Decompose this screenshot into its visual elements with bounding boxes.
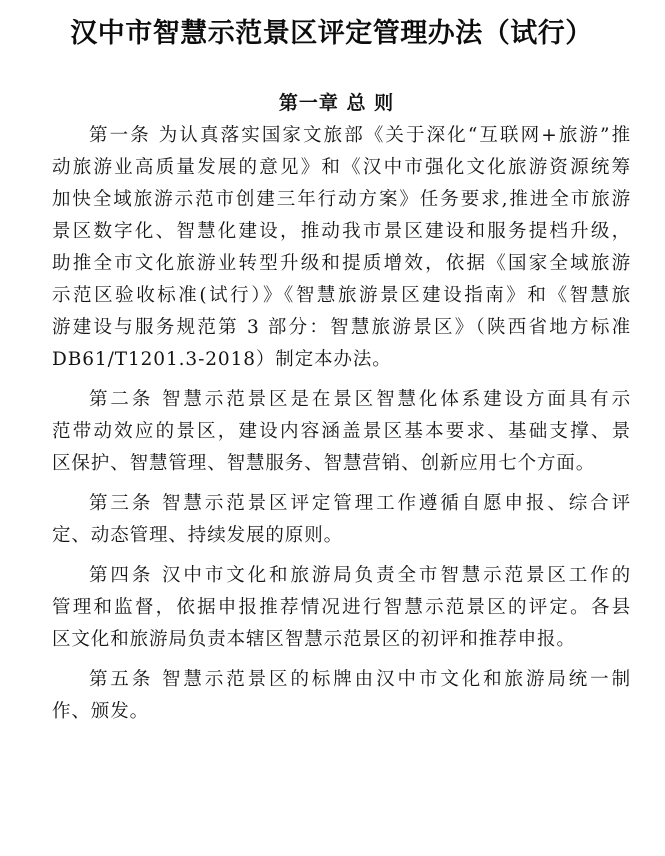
article-line: DB61/T1201.3-2018）制定本办法。 — [52, 349, 392, 370]
article-line: 区保护、智慧管理、智慧服务、智慧营销、创新应用七个方面。 — [52, 453, 596, 474]
article-line: 第二条 智慧示范景区是在景区智慧化体系建设方面具有示 — [89, 389, 631, 410]
article-line: 动旅游业高质量发展的意见》和《汉中市强化文化旅游资源统筹 — [52, 157, 631, 178]
article-2 — [52, 384, 631, 480]
chapter-title: 第一章 总 则 — [278, 92, 395, 114]
article-line: 第三条 智慧示范景区评定管理工作遵循自愿申报、综合评 — [89, 493, 631, 514]
article-line: 景区数字化、智慧化建设，推动我市景区建设和服务提档升级， — [52, 221, 631, 242]
article-line: 范带动效应的景区，建设内容涵盖景区基本要求、基础支撑、景 — [52, 421, 631, 442]
article-4 — [52, 560, 631, 656]
article-line: 加快全域旅游示范市创建三年行动方案》任务要求,推进全市旅游 — [52, 189, 631, 210]
article-line: 示范区验收标准(试行）》《智慧旅游景区建设指南》和《智慧旅 — [52, 285, 631, 306]
article-1 — [52, 120, 631, 376]
article-line: 第一条 为认真落实国家文旅部《关于深化“互联网+旅游”推 — [89, 125, 631, 146]
article-line: 助推全市文化旅游业转型升级和提质增效，依据《国家全域旅游 — [52, 253, 631, 274]
article-line: 定、动态管理、持续发展的原则。 — [52, 525, 344, 546]
article-line: 区文化和旅游局负责本辖区智慧示范景区的初评和推荐申报。 — [52, 629, 576, 650]
article-line: 第四条 汉中市文化和旅游局负责全市智慧示范景区工作的 — [89, 565, 631, 586]
article-3 — [52, 488, 631, 552]
article-line: 管理和监督，依据申报推荐情况进行智慧示范景区的评定。各县 — [52, 597, 631, 618]
article-5 — [52, 664, 631, 728]
article-line: 作、颁发。 — [52, 701, 150, 722]
article-line: 游建设与服务规范第 3 部分：智慧旅游景区》（陕西省地方标准 — [52, 317, 631, 338]
document-title: 汉中市智慧示范景区评定管理办法（试行） — [70, 18, 593, 49]
article-line: 第五条 智慧示范景区的标牌由汉中市文化和旅游局统一制 — [89, 669, 631, 690]
